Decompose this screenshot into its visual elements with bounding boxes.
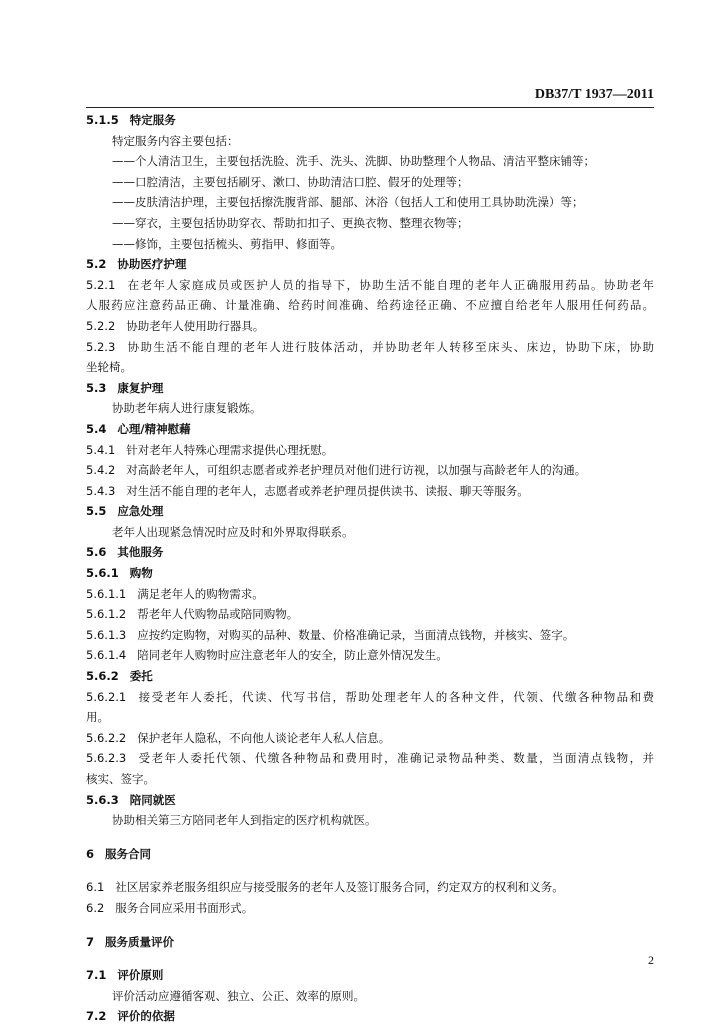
section-number: 5.6.1.1: [86, 586, 127, 601]
paragraph-line: [86, 898, 654, 919]
section-number: 5.6: [86, 545, 107, 560]
section-number: 5.6.2.3: [86, 751, 127, 766]
line-text: 受老年人委托代领、代缴各种物品和费用时，准确记录物品种类、数量，当面清点钱物，并: [137, 751, 654, 766]
line-text: 对生活不能自理的老年人，志愿者或养老护理员提供读书、读报、聊天等服务。: [126, 483, 529, 498]
section-heading: [86, 542, 654, 563]
section-number: 5.4: [86, 421, 107, 436]
paragraph-line: [86, 316, 654, 337]
section-number: 5.4.3: [86, 483, 116, 498]
section-heading: [86, 254, 654, 275]
section-heading: [86, 965, 654, 986]
paragraph-line: [86, 151, 654, 172]
line-text: ——口腔清洁，主要包括刷牙、漱口、协助清洁口腔、假牙的处理等；: [112, 174, 469, 189]
paragraph-line: [86, 481, 654, 502]
section-heading: [86, 563, 654, 584]
document-body: [86, 110, 654, 1027]
line-text: 协助生活不能自理的老年人进行肢体活动，并协助老年人转移至床头、床边，协助下床，协助: [126, 339, 654, 354]
line-text: 在老年人家庭成员或医护人员的指导下，协助生活不能自理的老年人正确服用药品。协助老年: [126, 277, 654, 292]
paragraph-line: [86, 172, 654, 193]
line-text: 保护老年人隐私，不向他人谈论老年人私人信息。: [137, 730, 391, 745]
section-number: 6: [86, 846, 95, 861]
line-text: 对高龄老年人，可组织志愿者或养老护理员对他们进行访视，以加强与高龄老年人的沟通。: [126, 463, 587, 478]
section-heading: [86, 501, 654, 522]
line-text: ——修饰，主要包括梳头、剪指甲、修面等。: [112, 236, 342, 251]
line-text: 服务质量评价: [105, 934, 175, 949]
section-number: 5.3: [86, 380, 107, 395]
line-text: ——个人清洁卫生，主要包括洗脸、洗手、洗头、洗脚、协助整理个人物品、清洁平整床铺等；: [112, 154, 595, 169]
paragraph-line: [86, 877, 654, 898]
section-number: 5.4.2: [86, 463, 116, 478]
section-number: 5.2: [86, 257, 107, 272]
paragraph-line: [86, 234, 654, 255]
line-text: 购物: [129, 566, 153, 581]
line-text: 特定服务: [129, 113, 176, 127]
paragraph-line: [86, 728, 654, 749]
section-heading: [86, 932, 654, 953]
section-heading: [86, 378, 654, 399]
line-text: 坐轮椅。: [86, 360, 132, 375]
section-number: 5.5: [86, 504, 107, 519]
line-text: 委托: [129, 669, 153, 684]
line-text: 陪同老年人购物时应注意老年人的安全，防止意外情况发生。: [137, 648, 448, 663]
paragraph-line: [86, 645, 654, 666]
chapter-spacer: [86, 864, 654, 877]
page-number: 2: [648, 953, 654, 967]
section-heading: [86, 666, 654, 687]
paragraph-line: [86, 398, 654, 419]
line-text: 帮老年人代购物品或陪同购物。: [137, 607, 299, 622]
paragraph-line: [86, 986, 654, 1007]
paragraph-line: [86, 295, 654, 316]
paragraph-line: [86, 584, 654, 605]
line-text: 心理/精神慰藉: [117, 421, 191, 436]
line-text: 人服药应注意药品正确、计量准确、给药时间准确、给药途径正确、不应擅自给老年人服用任何药品。: [86, 298, 654, 313]
section-number: 7: [86, 934, 95, 949]
section-number: 7.1: [86, 968, 107, 983]
section-number: 5.6.1.2: [86, 607, 127, 622]
section-number: 5.6.2: [86, 669, 119, 684]
paragraph-line: [86, 192, 654, 213]
section-number: 5.6.3: [86, 792, 119, 807]
line-text: 用。: [86, 710, 109, 725]
line-text: 应急处理: [117, 504, 164, 519]
section-number: 5.2.1: [86, 277, 116, 292]
paragraph-line: [86, 131, 654, 152]
line-text: ——穿衣，主要包括协助穿衣、帮助扣扣子、更换衣物、整理衣物等；: [112, 215, 469, 230]
paragraph-line: [86, 625, 654, 646]
line-text: 接受老年人委托，代读、代写书信，帮助处理老年人的各种文件，代领、代缴各种物品和费: [137, 689, 654, 704]
section-number: 5.6.1: [86, 566, 119, 581]
line-text: 协助老年人使用助行器具。: [126, 318, 265, 333]
paragraph-line: [86, 748, 654, 769]
line-text: 核实、签字。: [86, 772, 155, 786]
paragraph-line: [86, 337, 654, 358]
section-number: 5.6.1.4: [86, 648, 127, 663]
section-heading: [86, 110, 654, 131]
chapter-spacer: [86, 831, 654, 844]
section-heading: [86, 844, 654, 865]
header-rule: [86, 107, 654, 108]
paragraph-line: [86, 357, 654, 378]
paragraph-line: [86, 604, 654, 625]
paragraph-line: [86, 213, 654, 234]
section-heading: [86, 419, 654, 440]
section-number: 5.6.2.2: [86, 730, 127, 745]
line-text: 应按约定购物，对购买的品种、数量、价格准确记录，当面清点钱物，并核实、签字。: [137, 627, 575, 642]
line-text: 老年人出现紧急情况时应及时和外界取得联系。: [112, 524, 354, 539]
line-text: 评价原则: [117, 968, 164, 983]
line-text: 康复护理: [117, 380, 164, 395]
chapter-spacer: [86, 952, 654, 965]
line-text: ——皮肤清洁护理，主要包括擦洗腹背部、腿部、沐浴（包括人工和使用工具协助洗澡）等；: [112, 195, 584, 210]
line-text: 协助相关第三方陪同老年人到指定的医疗机构就医。: [112, 813, 377, 828]
paragraph-line: [86, 522, 654, 543]
section-number: 7.2: [86, 1009, 107, 1024]
line-text: 评价的依据: [117, 1009, 175, 1024]
line-text: 评价活动应遵循客观、独立、公正、效率的原则。: [112, 988, 365, 1003]
line-text: 满足老年人的购物需求。: [137, 586, 264, 601]
paragraph-line: [86, 769, 654, 790]
paragraph-line: [86, 275, 654, 296]
line-text: 服务合同应采用书面形式。: [115, 900, 254, 915]
section-number: 5.2.3: [86, 339, 116, 354]
line-text: 服务合同: [105, 846, 152, 861]
section-heading: [86, 790, 654, 811]
document-code: DB37/T 1937—2011: [534, 87, 654, 102]
section-number: 6.1: [86, 880, 105, 895]
line-text: 特定服务内容主要包括：: [112, 133, 239, 148]
section-number: 5.4.1: [86, 442, 116, 457]
paragraph-line: [86, 707, 654, 728]
line-text: 协助医疗护理: [117, 257, 187, 272]
line-text: 社区居家养老服务组织应与接受服务的老年人及签订服务合同，约定双方的权利和义务。: [115, 880, 564, 895]
paragraph-line: [86, 440, 654, 461]
line-text: 陪同就医: [129, 792, 176, 807]
section-number: 5.6.1.3: [86, 627, 127, 642]
line-text: 协助老年病人进行康复锻炼。: [112, 401, 262, 416]
line-text: 针对老年人特殊心理需求提供心理抚慰。: [126, 442, 334, 457]
section-number: 5.2.2: [86, 318, 116, 333]
section-number: 5.1.5: [86, 113, 119, 127]
paragraph-line: [86, 687, 654, 708]
paragraph-line: [86, 810, 654, 831]
section-number: 6.2: [86, 900, 105, 915]
section-number: 5.6.2.1: [86, 689, 127, 704]
line-text: 其他服务: [117, 545, 164, 560]
paragraph-line: [86, 460, 654, 481]
chapter-spacer: [86, 919, 654, 932]
